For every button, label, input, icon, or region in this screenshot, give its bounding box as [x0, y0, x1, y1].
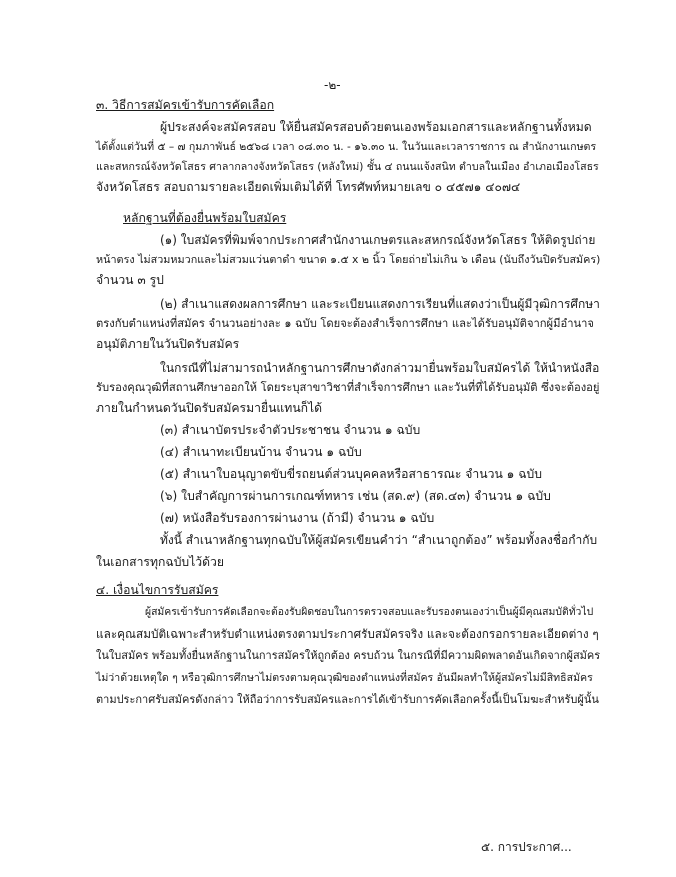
doc-closing-line-1: ทั้งนี้ สำเนาหลักฐานทุกฉบับให้ผู้สมัครเขียนคำว่า “สำเนาถูกต้อง” พร้อมทั้งลงชื่อกำกับ: [160, 533, 598, 547]
section-3-line-2: ได้ตั้งแต่วันที่ ๕ – ๗ กุมภาพันธ์ ๒๕๖๘ เวลา ๐๘.๓๐ น. - ๑๖.๓๐ น. ในวันและเวลาราชการ ณ สำนักงานเกษตร: [96, 141, 597, 153]
doc-item-3: (๓) สำเนาบัตรประจำตัวประชาชน จำนวน ๑ ฉบับ: [160, 423, 421, 437]
section-4-line-1: ผู้สมัครเข้ารับการคัดเลือกจะต้องรับผิดชอบในการตรวจสอบและรับรองตนเองว่าเป็นผู้มีคุณสมบัติทั่วไป: [145, 606, 594, 618]
doc-item-1-line-3: จำนวน ๓ รูป: [96, 273, 164, 287]
doc-item-1-line-2: หน้าตรง ไม่สวมหมวกและไม่สวมแว่นตาดำ ขนาด ๑.๕ x ๒ นิ้ว โดยถ่ายไม่เกิน ๖ เดือน (นับถึงวันปิดรับสมัคร): [96, 253, 601, 266]
section-3-line-1: ผู้ประสงค์จะสมัครสอบ ให้ยื่นสมัครสอบด้วยตนเองพร้อมเอกสารและหลักฐานทั้งหมด: [160, 120, 592, 134]
doc-item-7: (๗) หนังสือรับรองการผ่านงาน (ถ้ามี) จำนวน ๑ ฉบับ: [160, 511, 435, 525]
doc-item-2-line-2: ตรงกับตำแหน่งที่สมัคร จำนวนอย่างละ ๑ ฉบับ โดยจะต้องสำเร็จการศึกษา และได้รับอนุมัติจากผู้มีอำนาจ: [96, 317, 594, 330]
section-3-line-3: และสหกรณ์จังหวัดโสธร ศาลากลางจังหวัดโสธร (หลังใหม่) ชั้น ๔ ถนนแจ้งสนิท ตำบลในเมือง อำเภอเมืองโสธร: [96, 161, 599, 173]
section-3-heading: ๓. วิธีการสมัครเข้ารับการคัดเลือก: [96, 98, 275, 112]
doc-note-line-3: ภายในกำหนดวันปิดรับสมัครมายื่นแทนก็ได้: [96, 401, 323, 415]
documents-heading: หลักฐานที่ต้องยื่นพร้อมใบสมัคร: [123, 211, 287, 225]
doc-note-line-1: ในกรณีที่ไม่สามารถนำหลักฐานการศึกษาดังกล่าวมายื่นพร้อมใบสมัครได้ ให้นำหนังสือ: [160, 361, 600, 375]
doc-item-2-line-1: (๒) สำเนาแสดงผลการศึกษา และระเบียนแสดงการเรียนที่แสดงว่าเป็นผู้มีวุฒิการศึกษา: [160, 297, 600, 311]
doc-item-6: (๖) ใบสำคัญการผ่านการเกณฑ์ทหาร เช่น (สด.๙) (สด.๔๓) จำนวน ๑ ฉบับ: [160, 489, 551, 503]
doc-item-4: (๔) สำเนาทะเบียนบ้าน จำนวน ๑ ฉบับ: [160, 445, 362, 459]
section-4-line-3: ในใบสมัคร พร้อมทั้งยื่นหลักฐานในการสมัครให้ถูกต้อง ครบถ้วน ในกรณีที่มีความผิดพลาดอันเกิดจากผู้สมัคร: [96, 649, 601, 662]
section-4-heading: ๔. เงื่อนไขการรับสมัคร: [96, 583, 219, 597]
footer-continuation: ๕. การประกาศ...: [481, 840, 572, 854]
doc-item-1-line-1: (๑) ใบสมัครที่พิมพ์จากประกาศสำนักงานเกษตรและสหกรณ์จังหวัดโสธร ให้ติดรูปถ่าย: [160, 233, 596, 247]
page-number: -๒-: [324, 78, 341, 92]
doc-note-line-2: รับรองคุณวุฒิที่สถานศึกษาออกให้ โดยระบุสาขาวิชาที่สำเร็จการศึกษา และวันที่ที่ได้รับอนุมัติ ซึ่งจะต้องอยู่: [96, 381, 600, 394]
section-4-line-5: ตามประกาศรับสมัครดังกล่าว ให้ถือว่าการรับสมัครและการได้เข้ารับการคัดเลือกครั้งนี้เป็นโมฆะสำหรับผู้นั้น: [96, 693, 599, 706]
doc-closing-line-2: ในเอกสารทุกฉบับไว้ด้วย: [96, 555, 225, 569]
section-4-line-4: ไม่ว่าด้วยเหตุใด ๆ หรือวุฒิการศึกษาไม่ตรงตามคุณวุฒิของตำแหน่งที่สมัคร อันมีผลทำให้ผู้สมัครไม่มีสิทธิสมัคร: [96, 672, 593, 684]
doc-item-2-line-3: อนุมัติภายในวันปิดรับสมัคร: [96, 337, 240, 351]
doc-item-5: (๕) สำเนาใบอนุญาตขับขี่รถยนต์ส่วนบุคคลหรือสาธารณะ จำนวน ๑ ฉบับ: [160, 467, 543, 481]
section-4-line-2: และคุณสมบัติเฉพาะสำหรับตำแหน่งตรงตามประกาศรับสมัครจริง และจะต้องกรอกรายละเอียดต่าง ๆ: [96, 627, 599, 641]
section-3-line-4: จังหวัดโสธร สอบถามรายละเอียดเพิ่มเติมได้ที่ โทรศัพท์หมายเลข ๐ ๔๕๗๑ ๔๐๗๔: [96, 180, 521, 194]
